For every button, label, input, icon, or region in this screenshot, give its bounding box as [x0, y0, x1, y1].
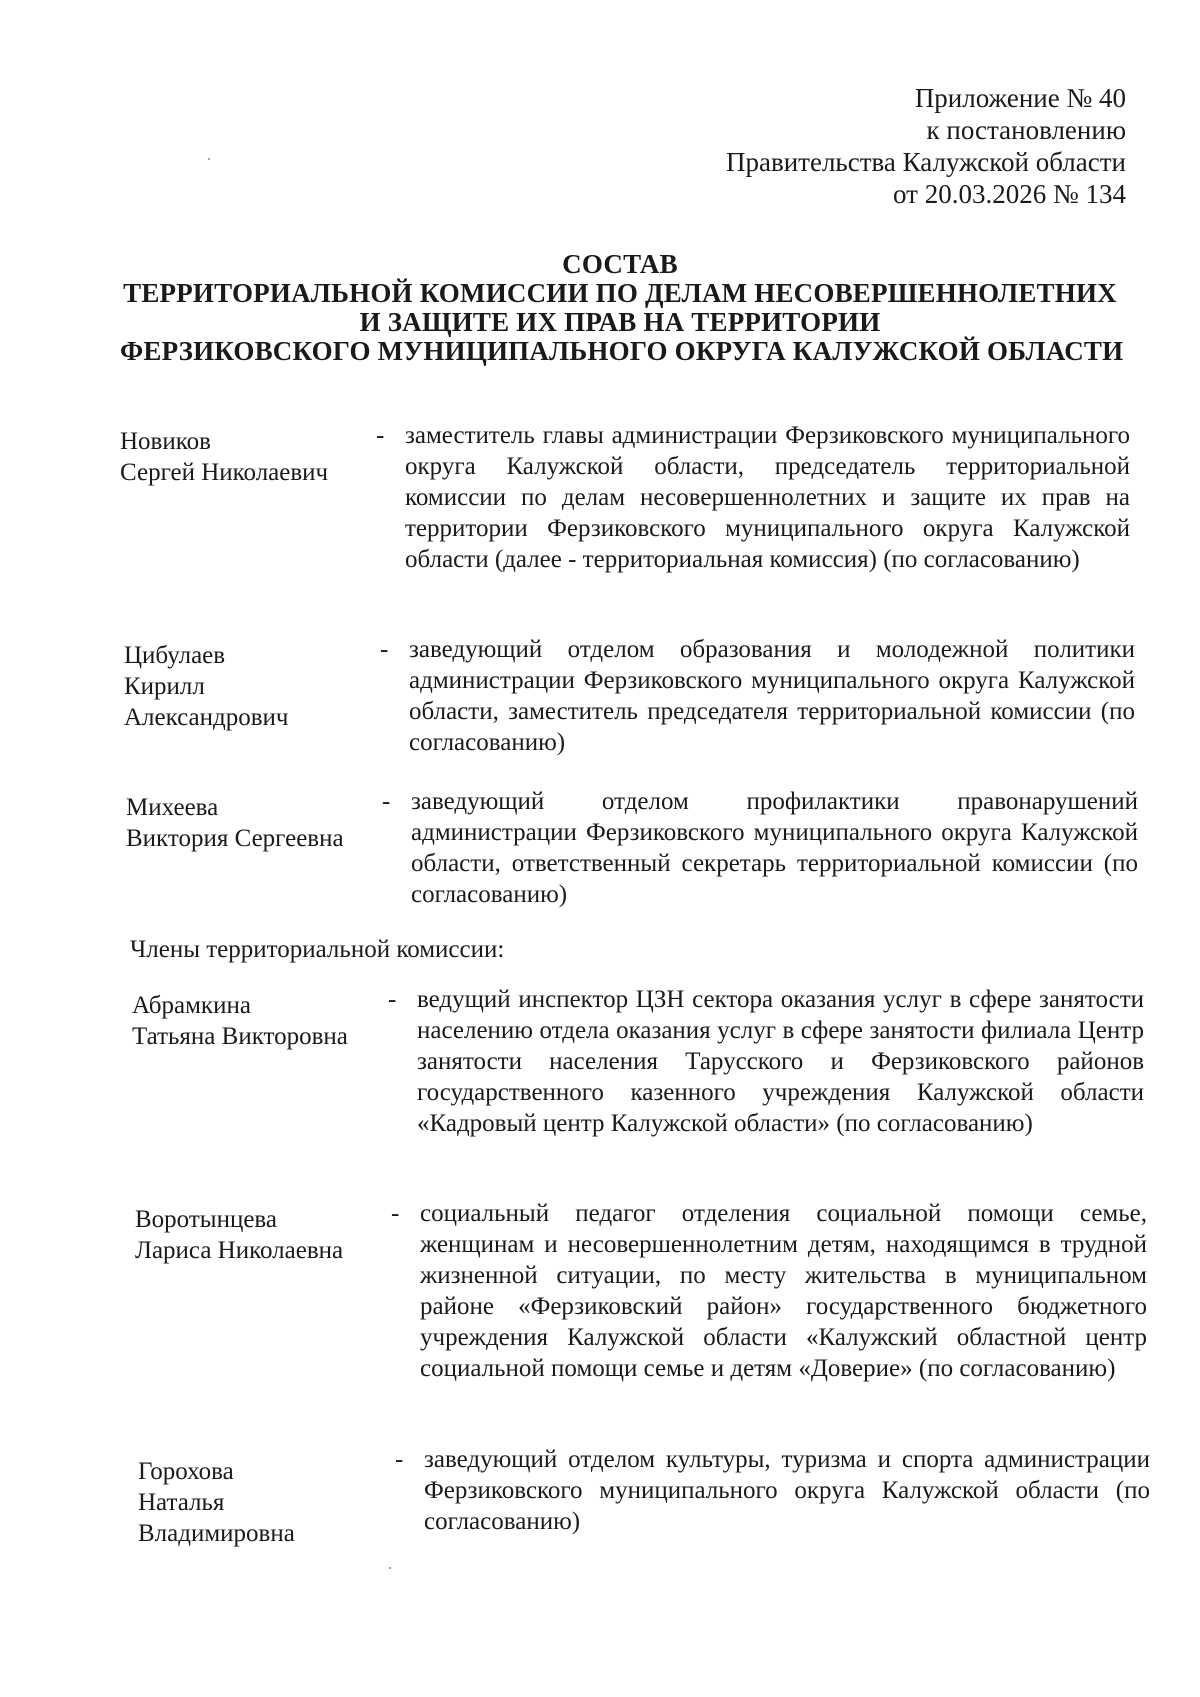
appendix-authority: Правительства Калужской области	[725, 147, 1126, 177]
member-surname: Михеева	[126, 794, 219, 821]
appendix-header	[606, 82, 1126, 210]
scan-speck	[208, 158, 210, 160]
member-name	[124, 640, 394, 733]
member-dash: -	[382, 788, 391, 815]
member-given-names: Сергей Николаевич	[120, 459, 329, 486]
title-line-2: ТЕРРИТОРИАЛЬНОЙ КОМИССИИ ПО ДЕЛАМ НЕСОВЕРШЕННОЛЕТНИХ	[123, 278, 1117, 308]
member-given-names: Лариса Николаевна	[135, 1237, 344, 1264]
member-name	[120, 426, 390, 488]
member-dash: -	[391, 1200, 400, 1227]
appendix-number: Приложение № 40	[914, 83, 1126, 113]
member-name	[126, 792, 396, 854]
member-given-names: Виктория Сергеевна	[126, 825, 344, 852]
member-dash: -	[380, 636, 389, 663]
appendix-date: от 20.03.2026 № 134	[893, 179, 1126, 209]
document-title	[120, 249, 1124, 366]
member-dash: -	[395, 1446, 404, 1473]
member-description: ведущий инспектор ЦЗН сектора оказания услуг в сфере занятости населению отдела оказания услуг в сфере занятости филиала Центр занятости населения Тарусского и Ферзиковского районов государственного казенного учреждения Калужской области «Кадровый центр Калужской области» (по согласованию)	[417, 986, 1144, 1137]
member-description: социальный педагог отделения социальной помощи семье, женщинам и несовершеннолетним детям, находящимся в трудной жизненной ситуации, по месту жительства в муниципальном районе «Ферзиковский район» государственного бюджетного учреждения Калужской области «Калужский областной центр социальной помощи семье и детям «Доверие» (по согласованию)	[420, 1200, 1147, 1382]
appendix-ref: к постановлению	[926, 115, 1126, 145]
member-name	[132, 990, 402, 1052]
member-name	[138, 1456, 408, 1549]
member-description: заведующий отделом культуры, туризма и спорта администрации Ферзиковского муниципального округа Калужской области (по согласованию)	[424, 1446, 1150, 1535]
member-dash: -	[388, 986, 397, 1013]
member-description: заведующий отделом образования и молодежной политики администрации Ферзиковского муниципального округа Калужской области, заместитель председателя территориальной комиссии (по согласованию)	[409, 636, 1135, 756]
member-given-names: Татьяна Викторовна	[132, 1023, 348, 1050]
member-patronymic: Александрович	[124, 704, 289, 731]
member-surname: Новиков	[120, 428, 211, 455]
member-description: заведующий отделом профилактики правонарушений администрации Ферзиковского муниципального округа Калужской области, ответственный секретарь территориальной комиссии (по согласованию)	[411, 788, 1138, 908]
title-line-1: СОСТАВ	[562, 249, 678, 279]
title-line-4: ФЕРЗИКОВСКОГО МУНИЦИПАЛЬНОГО ОКРУГА КАЛУЖСКОЙ ОБЛАСТИ	[120, 336, 1124, 366]
scan-speck	[389, 1567, 391, 1569]
member-given-name: Кирилл	[124, 673, 205, 700]
member-surname: Горохова	[138, 1458, 234, 1485]
member-given-name: Наталья	[138, 1489, 225, 1516]
member-dash: -	[376, 422, 385, 449]
member-surname: Воротынцева	[135, 1206, 277, 1233]
member-name	[135, 1204, 405, 1266]
member-surname: Цибулаев	[124, 642, 226, 669]
member-patronymic: Владимировна	[138, 1520, 295, 1547]
members-heading: Члены территориальной комиссии:	[130, 936, 505, 963]
member-surname: Абрамкина	[132, 992, 251, 1019]
title-line-3: И ЗАЩИТЕ ИХ ПРАВ НА ТЕРРИТОРИИ	[359, 307, 881, 337]
member-description: заместитель главы администрации Ферзиковского муниципального округа Калужской области, председатель территориальной комиссии по делам несовершеннолетних и защите их прав на территории Ферзиковского муниципального округа Калужской области (далее - территориальная комиссия) (по согласованию)	[405, 422, 1130, 573]
